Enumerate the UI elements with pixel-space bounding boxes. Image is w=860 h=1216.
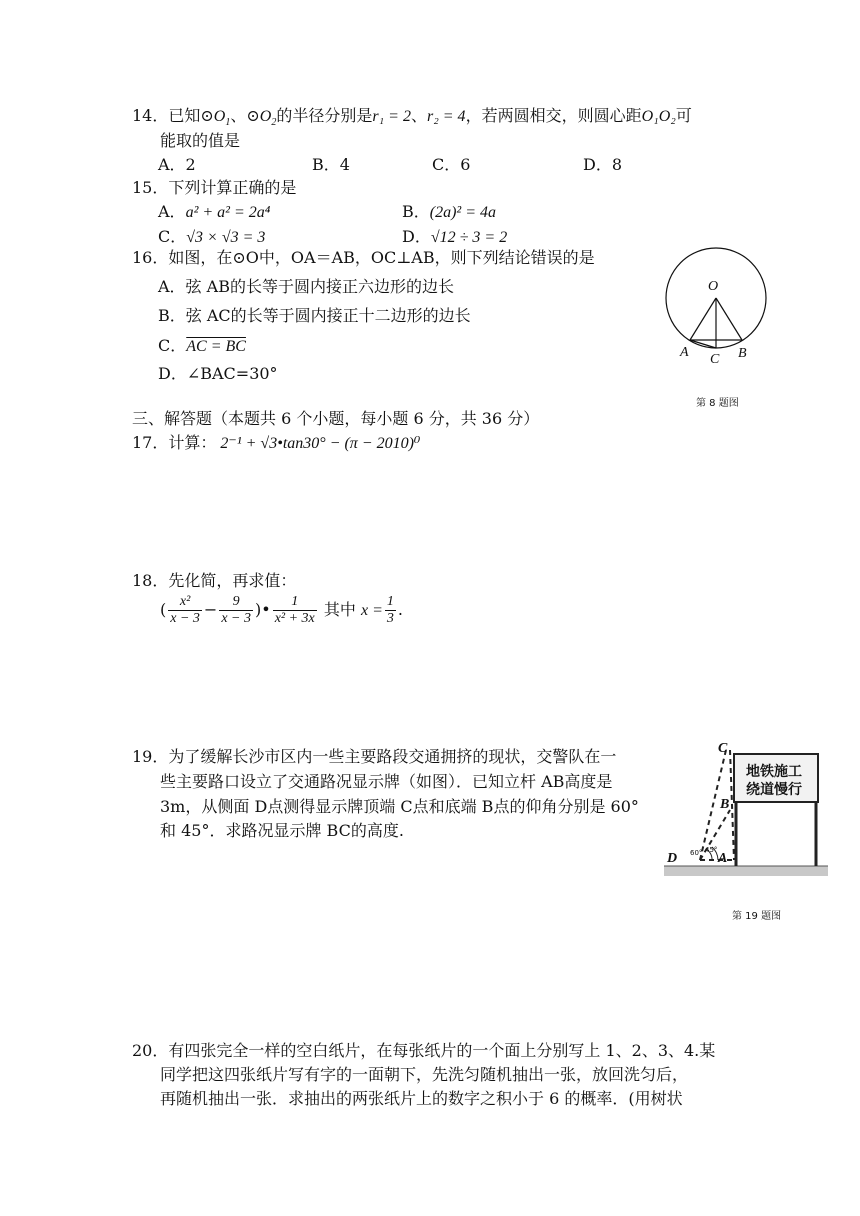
fig19-label-d: D <box>667 851 678 866</box>
q16-stem: 16．如图，在⊙O中，OA＝AB，OC⊥AB，则下列结论错误的是 <box>132 248 595 267</box>
fig19-angle-45: 45° <box>705 846 718 854</box>
q15-choice-c: C．√3 × √3 = 3 <box>158 227 266 246</box>
q18-expression: ( $\frac{\text{x²}}{x - 3}$ − $\frac{9}{x - 3}$ )• $\frac{1}{\text{x² + 3x}}$ 其中 x = $\frac{1}{3}$ . <box>160 594 403 626</box>
q14-choice-d: D．8 <box>583 155 623 174</box>
r1-expr: r₁ = 2 <box>372 108 411 125</box>
fig8-label-c: C <box>710 352 720 367</box>
q20-line2: 同学把这四张纸片写有字的一面朝下，先洗匀随机抽出一张，放回洗匀后， <box>160 1065 689 1084</box>
q14-choice-a: A．2 <box>158 155 196 174</box>
q20-line1: 20．有四张完全一样的空白纸片，在每张纸片的一个面上分别写上 1、2、3、4.某 <box>132 1041 716 1060</box>
q17: 17．计算： 2⁻¹ + √3•tan30° − (π − 2010)⁰ <box>132 433 421 452</box>
q16-choice-b: B．弦 AC的长等于圆内接正十二边形的边长 <box>158 306 471 325</box>
fig8-label-a: A <box>680 345 689 360</box>
q18-frac-1: $\frac{\text{x²}}{x - 3}$ <box>170 594 200 626</box>
q19-line4: 和 45°．求路况显示牌 BC的高度. <box>160 821 404 840</box>
fig19-label-a: A <box>718 851 728 866</box>
q14-choice-b: B．4 <box>312 155 350 174</box>
q15-stem: 15．下列计算正确的是 <box>132 178 297 197</box>
section-3-heading: 三、解答题（本题共 6 个小题，每小题 6 分，共 36 分） <box>132 409 540 428</box>
q16-choice-a: A．弦 AB的长等于圆内接正六边形的边长 <box>158 277 454 296</box>
sign-text-line2: 绕道慢行 <box>746 782 802 798</box>
q20-line3: 再随机抽出一张．求抽出的两张纸片上的数字之积小于 6 的概率．(用树状 <box>160 1089 683 1108</box>
q19-line1: 19．为了缓解长沙市区内一些主要路段交通拥挤的现状，交警队在一 <box>132 747 617 766</box>
q15-choice-b: B．(2a)² = 4a <box>402 202 497 221</box>
q18-frac-2: $\frac{9}{x - 3}$ <box>221 594 251 626</box>
o1o2-label: O₁O₂ <box>641 108 676 125</box>
fig19-angle-60: 60° <box>690 849 703 857</box>
q18-frac-3: $\frac{1}{\text{x² + 3x}}$ <box>274 594 315 626</box>
q14-line2: 能取的值是 <box>160 131 241 150</box>
fig8-caption: 第 8 题图 <box>696 398 739 409</box>
q14-line1: 14．已知$⊙O_1$、$⊙O_2$的半径分别是r₁ = 2、r₂ = 4，若两圆相交，则圆心距O₁O₂可 <box>132 106 692 129</box>
q19-line3: 3m，从侧面 D点测得显示牌顶端 C点和底端 B点的仰角分别是 60° <box>160 797 639 816</box>
fig19-caption: 第 19 题图 <box>732 911 782 922</box>
q16-choice-d: D．∠BAC=30° <box>158 364 278 383</box>
q15-choice-a: A．a² + a² = 2a⁴ <box>158 202 271 221</box>
sign-text-line1: 地铁施工 <box>746 764 802 780</box>
q14-choice-c: C．6 <box>432 155 471 174</box>
fig19-label-c: C <box>718 741 728 756</box>
q18-x-value: $\frac{1}{3}$ <box>386 594 394 626</box>
fig19-label-b: B <box>720 797 730 812</box>
fig8-label-b: B <box>738 346 747 361</box>
fig8-label-o: O <box>708 279 719 294</box>
q18-stem: 18．先化简，再求值： <box>132 571 297 590</box>
q16-choice-c: C．AC = BC <box>158 336 246 355</box>
q15-choice-d: D．√12 ÷ 3 = 2 <box>402 227 508 246</box>
q17-expr: 2⁻¹ + √3•tan30° − (π − 2010)⁰ <box>220 435 421 452</box>
q19-line2: 些主要路口设立了交通路况显示牌（如图）．已知立杆 AB高度是 <box>160 772 613 791</box>
r2-expr: r₂ = 4 <box>426 108 466 125</box>
